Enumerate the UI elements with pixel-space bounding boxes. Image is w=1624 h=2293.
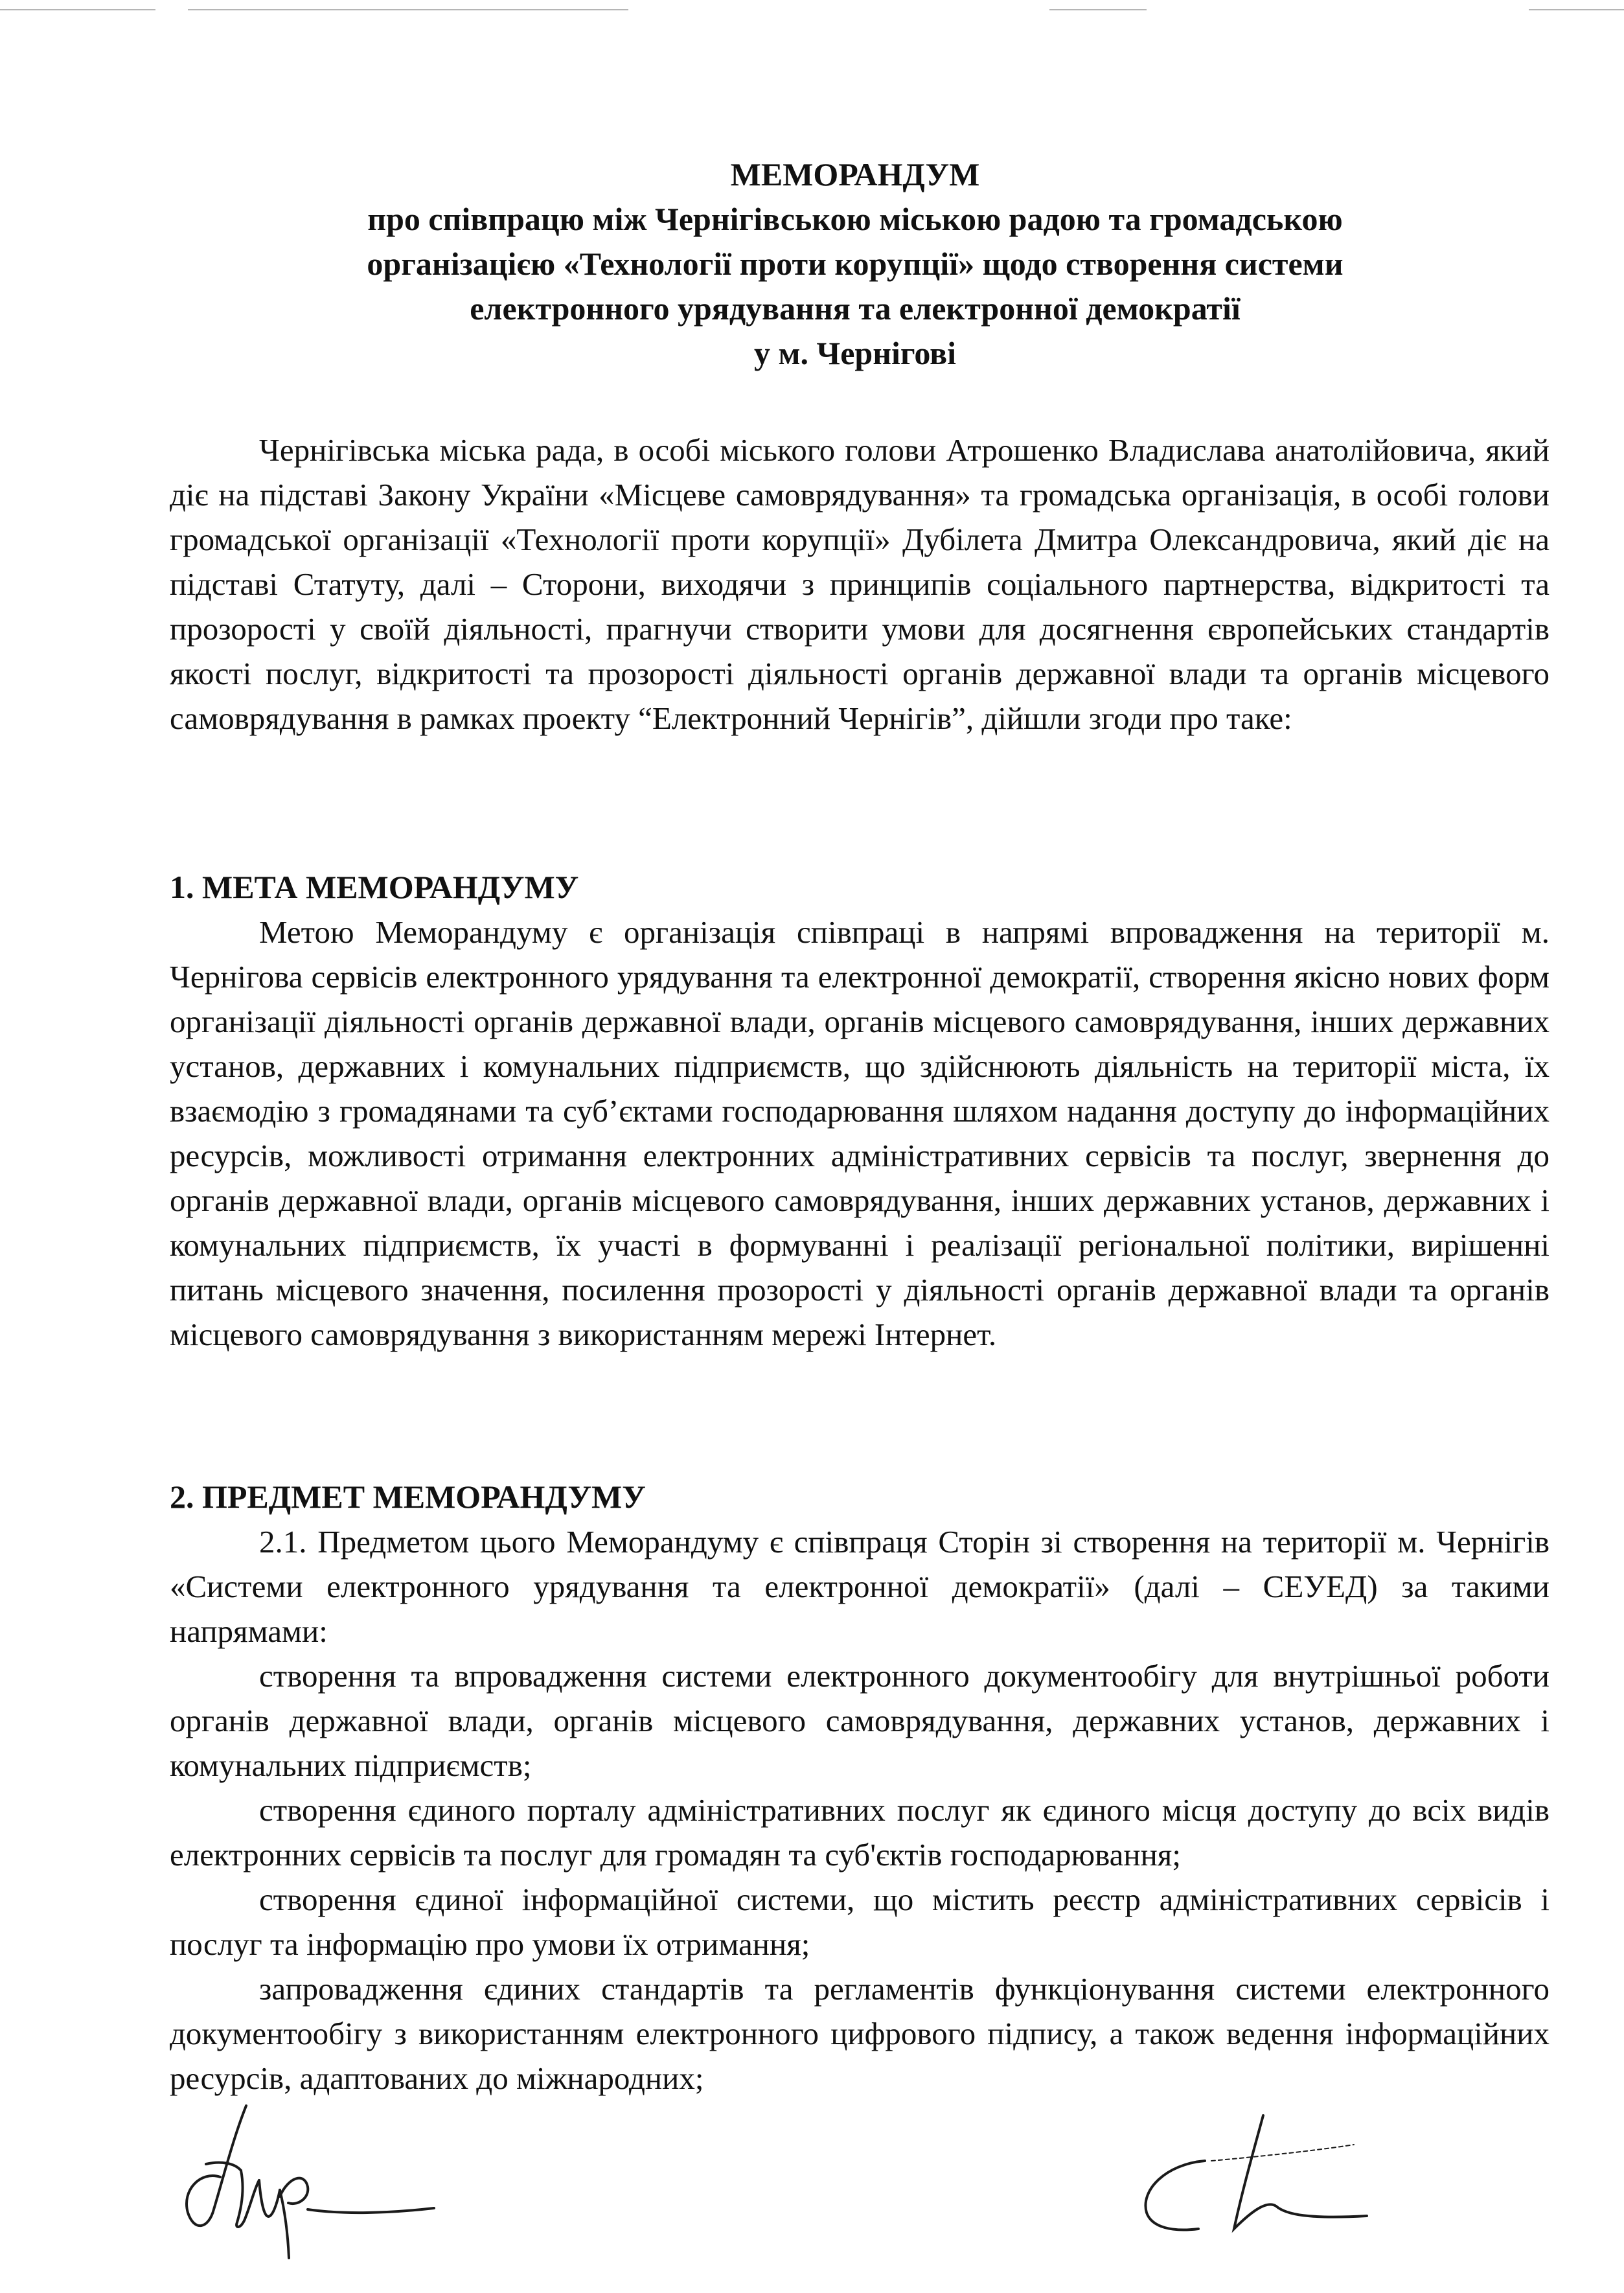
section-2-item: запровадження єдиних стандартів та регламентів функціонування системи електронного документообігу з використанням електронного цифрового підпису, а також ведення інформаційних ресурсів, адаптованих до міжнародних;: [170, 1971, 1550, 2096]
section-2: [170, 1475, 1550, 2101]
scan-artifact-line: [0, 9, 155, 10]
right-signature: [1145, 2115, 1367, 2230]
document-header: [162, 152, 1548, 376]
scan-artifact-line: [1049, 9, 1147, 10]
signatures-area: [0, 2099, 1624, 2261]
subtitle-line: організацією «Технології проти корупції» щодо створення системи: [367, 246, 1344, 282]
section-2-item: створення та впровадження системи електронного документообігу для внутрішньої роботи органів державної влади, органів місцевого самоврядування, державних установ, державних і комунальних підприємств;: [170, 1658, 1550, 1783]
section-2-item: створення єдиного порталу адміністративних послуг як єдиного місця доступу до всіх видів електронних сервісів та послуг для громадян та суб'єктів господарювання;: [170, 1792, 1550, 1872]
scan-artifact-line: [1529, 9, 1624, 10]
section-2-heading: 2. ПРЕДМЕТ МЕМОРАНДУМУ: [170, 1479, 646, 1515]
preamble-paragraph: Чернігівська міська рада, в особі міського голови Атрошенко Владислава анатолійовича, який діє на підставі Закону України «Місцеве самоврядування» та громадська організація, в особі голови громадської організації «Технології проти корупції» Дубілета Дмитра Олександровича, який діє на підставі Статуту, далі – Сторони, виходячи з принципів соціального партнерства, відкритості та прозорості у своїй діяльності, прагнучи створити умови для досягнення європейських стандартів якості послуг, відкритості та прозорості діяльності органів державної влади та органів місцевого самоврядування в рамках проекту “Електронний Чернігів”, дійшли згоди про таке:: [170, 432, 1550, 736]
left-signature: [187, 2106, 434, 2258]
section-1-heading: 1. МЕТА МЕМОРАНДУМУ: [170, 869, 579, 905]
section-2-intro: 2.1. Предметом цього Меморандуму є співпраця Сторін зі створення на території м. Чернігів «Системи електронного урядування та електронної демократії» (далі – СЕУЕД) за такими напрямами:: [170, 1524, 1550, 1649]
subtitle-line: електронного урядування та електронної демократії: [470, 290, 1241, 327]
preamble-block: [170, 428, 1550, 741]
section-1: [170, 865, 1550, 1357]
subtitle-line: про співпрацю між Чернігівською міською радою та громадською: [367, 201, 1343, 237]
document-title: МЕМОРАНДУМ: [730, 156, 980, 192]
scan-artifact-line: [188, 9, 628, 10]
section-1-paragraph: Метою Меморандуму є організація співпраці в напрямі впровадження на території м. Чернігова сервісів електронного урядування та електронної демократії, створення якісно нових форм організації діяльності органів державної влади, органів місцевого самоврядування, інших державних установ, державних і комунальних підприємств, що здійснюють діяльність на території міста, їх взаємодію з громадянами та суб’єктами господарювання шляхом надання доступу до інформаційних ресурсів, можливості отримання електронних адміністративних сервісів та послуг, звернення до органів державної влади, органів місцевого самоврядування, інших державних установ, державних і комунальних підприємств, їх участі в формуванні і реалізації регіональної політики, вирішенні питань місцевого значення, посилення прозорості у діяльності органів державної влади та органів місцевого самоврядування з використанням мережі Інтернет.: [170, 914, 1550, 1352]
subtitle-line: у м. Чернігові: [753, 335, 957, 371]
section-2-item: створення єдиної інформаційної системи, що містить реєстр адміністративних сервісів і послуг та інформацію про умови їх отримання;: [170, 1882, 1550, 1962]
